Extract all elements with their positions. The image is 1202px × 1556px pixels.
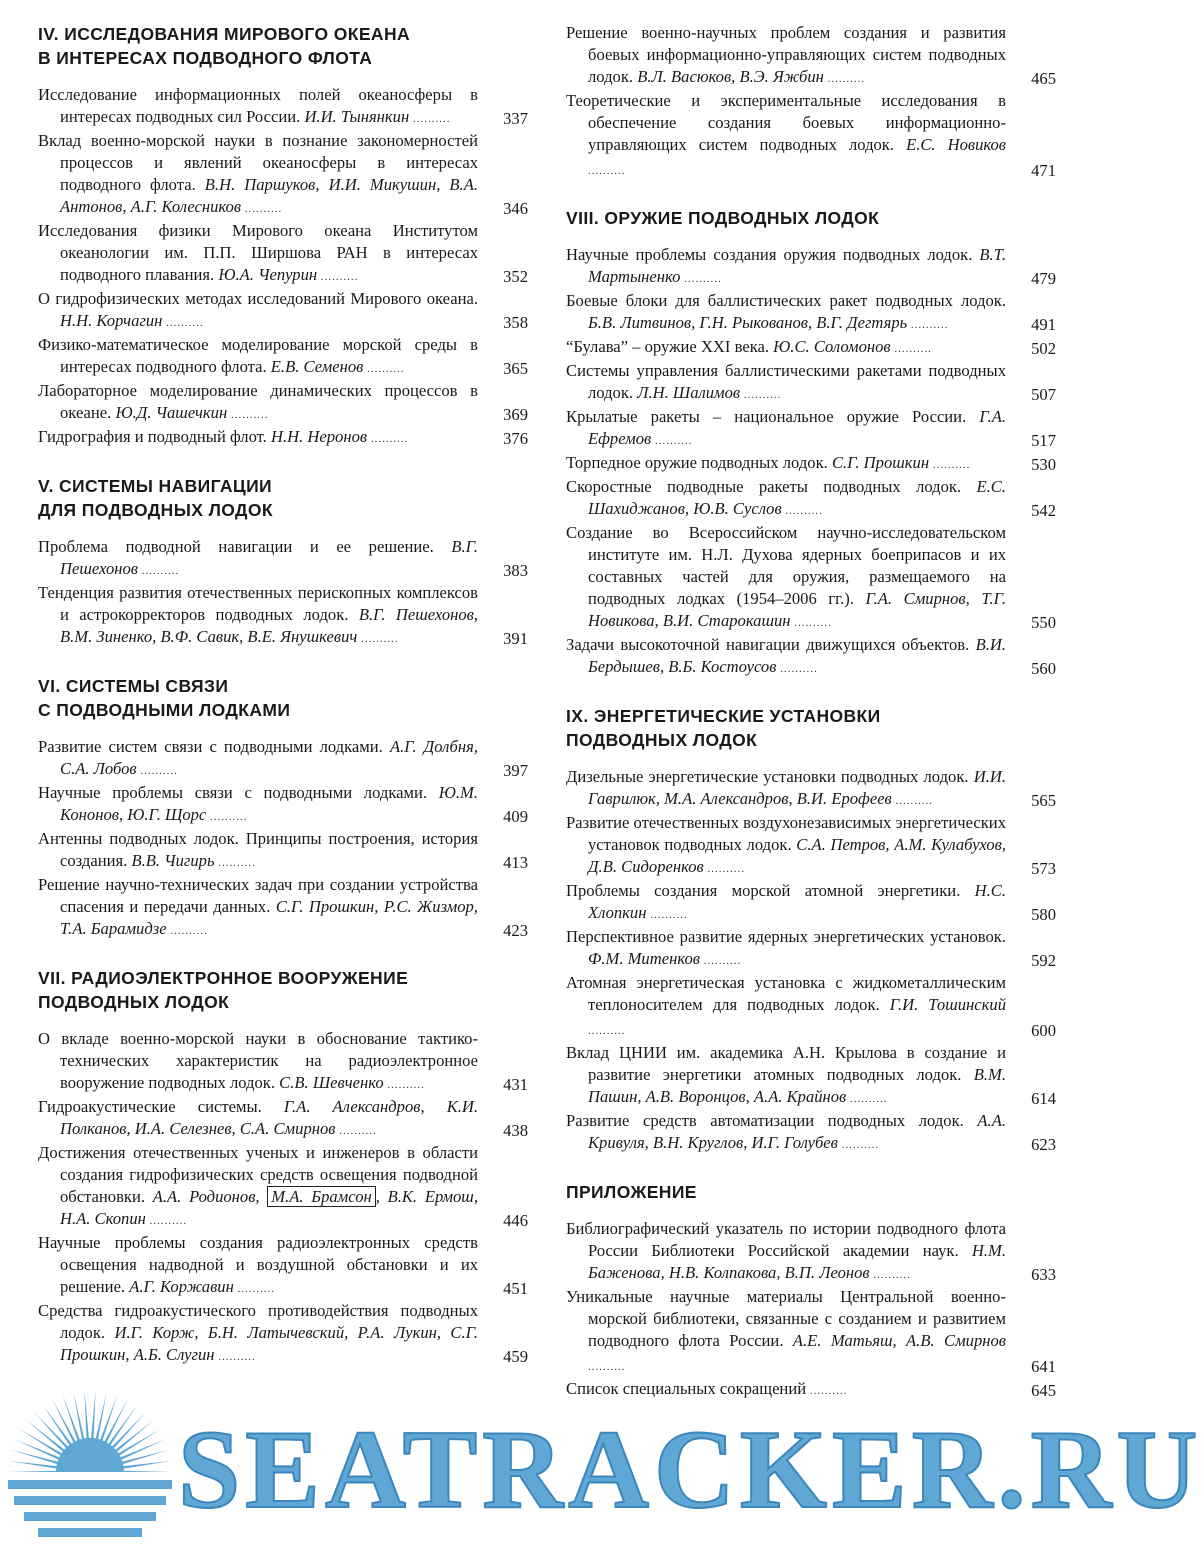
- entry-authors: В.М. Пашин, А.В. Воронцов, А.А. Крайнов: [588, 1065, 1006, 1106]
- entry-page-number: 383: [503, 561, 528, 580]
- entry-title: “Булава” – оружие XXI века.: [566, 337, 770, 356]
- entry-title: Научные проблемы связи с подводными лодками.: [38, 783, 428, 802]
- section-heading: [38, 474, 528, 522]
- entry-title: Дизельные энергетические установки подводных лодок.: [566, 767, 969, 786]
- entry-title: Исследование информационных полей океаносферы в интересах подводных сил России.: [38, 85, 478, 126]
- toc-entry[interactable]: [566, 22, 1056, 90]
- entry-authors: В.Т. Мартыненко: [588, 245, 1006, 286]
- toc-section: [38, 474, 528, 650]
- entry-page-number: 592: [1031, 951, 1056, 970]
- entry-title: Развитие средств автоматизации подводных лодок.: [566, 1111, 964, 1130]
- entry-page-number: 614: [1031, 1089, 1056, 1108]
- entry-leader-dots: ..........: [145, 1215, 188, 1227]
- entry-page-number: 580: [1031, 905, 1056, 924]
- entry-page-number: 397: [503, 761, 528, 780]
- toc-entry[interactable]: [566, 880, 1056, 926]
- entry-title: Решение научно-технических задач при создании устройства спасения и передачи данных.: [38, 875, 478, 916]
- section-heading-line: V. СИСТЕМЫ НАВИГАЦИИ: [38, 476, 273, 496]
- entry-page-number: 459: [503, 1347, 528, 1366]
- entry-leader-dots: ..........: [703, 863, 745, 875]
- entry-page-number: 369: [503, 405, 528, 424]
- section-heading-line: ПОДВОДНЫХ ЛОДОК: [566, 730, 758, 750]
- entry-page-number: 346: [503, 199, 528, 218]
- entry-page-number: 358: [503, 313, 528, 332]
- toc-entry[interactable]: [38, 1142, 528, 1232]
- toc-entry[interactable]: [38, 288, 528, 334]
- toc-entry[interactable]: [566, 1110, 1056, 1156]
- toc-entry[interactable]: [566, 634, 1056, 680]
- toc-entry[interactable]: [38, 874, 528, 942]
- entry-title: Скоростные подводные ракеты подводных лодок.: [566, 477, 962, 496]
- entry-page-number: 641: [1031, 1357, 1056, 1376]
- entry-authors: С.Г. Прошкин, Р.С. Жизмор, Т.А. Барамидзе: [60, 897, 478, 938]
- entry-authors: С.Г. Прошкин: [831, 453, 930, 472]
- toc-entry[interactable]: [566, 476, 1056, 522]
- entry-authors: Н.Н. Неронов: [270, 427, 368, 446]
- toc-entry[interactable]: [38, 380, 528, 426]
- entry-page-number: 542: [1031, 501, 1056, 520]
- entry-page-number: 550: [1031, 613, 1056, 632]
- entry-leader-dots: ..........: [357, 633, 399, 645]
- entry-title: Крылатые ракеты – национальное оружие России.: [566, 407, 967, 426]
- entry-title: Боевые блоки для баллистических ракет подводных лодок.: [566, 291, 1006, 310]
- entry-authors: Л.Н. Шалимов: [637, 383, 741, 402]
- toc-entry[interactable]: [38, 1096, 528, 1142]
- entry-title: Гидроакустические системы.: [38, 1097, 262, 1116]
- entry-leader-dots: ..........: [317, 271, 359, 283]
- entry-title: Проблема подводной навигации и ее решение.: [38, 537, 434, 556]
- entry-leader-dots: ..........: [680, 273, 722, 285]
- entry-authors: В.Г. Пешехонов: [60, 537, 478, 578]
- entry-page-number: 517: [1031, 431, 1056, 450]
- entry-title: Средства гидроакустического противодействия подводных лодок.: [38, 1301, 478, 1342]
- toc-section: [38, 966, 528, 1368]
- entry-title: Тенденция развития отечественных перископных комплексов и астрокорректоров подводных лодок.: [38, 583, 478, 624]
- entry-leader-dots: ..........: [929, 459, 971, 471]
- entry-authors: В.В. Чигирь: [131, 851, 215, 870]
- section-heading-line: ДЛЯ ПОДВОДНЫХ ЛОДОК: [38, 500, 273, 520]
- entry-leader-dots: ..........: [646, 909, 688, 921]
- toc-entry[interactable]: [38, 426, 528, 450]
- entry-authors: А.Е. Матьяш, А.В. Смирнов: [792, 1331, 1006, 1350]
- entry-leader-dots: ..........: [166, 925, 208, 937]
- toc-section: [38, 674, 528, 942]
- entry-leader-dots: ..........: [907, 319, 949, 331]
- entry-leader-dots: ..........: [233, 1283, 276, 1295]
- toc-entry[interactable]: [566, 336, 1056, 360]
- entry-page-number: 530: [1031, 455, 1056, 474]
- entry-leader-dots: ..........: [136, 765, 178, 777]
- entry-authors: Г.А. Смирнов, Т.Г. Новикова, В.И. Старокашин: [588, 589, 1006, 630]
- section-heading: [566, 206, 1056, 230]
- toc-entry[interactable]: [38, 84, 528, 130]
- entry-title: О гидрофизических методах исследований Мирового океана.: [38, 289, 478, 308]
- toc-entry[interactable]: [38, 1300, 528, 1368]
- section-heading: [566, 704, 1056, 752]
- entry-page-number: 365: [503, 359, 528, 378]
- entry-title: Развитие систем связи с подводными лодками.: [38, 737, 383, 756]
- toc-entry[interactable]: [566, 1218, 1056, 1286]
- toc-section: [566, 1180, 1056, 1402]
- toc-section: [566, 206, 1056, 680]
- entry-title: Задачи высокоточной навигации движущихся объектов.: [566, 635, 970, 654]
- toc-entry[interactable]: [38, 1028, 528, 1096]
- entry-title: Теоретические и экспериментальные исследования в обеспечение создания боевых информационно-управляющих систем подводных лодок.: [566, 91, 1006, 154]
- entry-leader-dots: ..........: [823, 73, 866, 85]
- toc-entry[interactable]: [566, 972, 1056, 1042]
- entry-page-number: 451: [503, 1279, 528, 1298]
- entry-leader-dots: ..........: [214, 1351, 256, 1363]
- section-heading: [38, 966, 528, 1014]
- entry-page-number: 376: [503, 429, 528, 448]
- entry-leader-dots: ..........: [138, 565, 180, 577]
- entry-authors: Ю.Д. Чашечкин: [115, 403, 228, 422]
- entry-page-number: 423: [503, 921, 528, 940]
- toc-entry[interactable]: [566, 926, 1056, 972]
- entry-leader-dots: ..........: [790, 617, 832, 629]
- entry-title: Торпедное оружие подводных лодок.: [566, 453, 828, 472]
- entry-authors: В.Н. Паршуков, И.И. Микушин, В.А. Антонов, А.Г. Колесников: [60, 175, 478, 216]
- entry-authors: Ю.М. Кононов, Ю.Г. Щорс: [60, 783, 478, 824]
- entry-page-number: 471: [1031, 161, 1056, 180]
- entry-authors: С.А. Петров, А.М. Кулабухов, Д.В. Сидоренков: [588, 835, 1006, 876]
- entry-title: Вклад ЦНИИ им. академика А.Н. Крылова в создание и развитие энергетики атомных подводных лодок.: [566, 1043, 1006, 1084]
- entry-page-number: 573: [1031, 859, 1056, 878]
- seatracker-logo-text: SEATRACKER.RU: [178, 1408, 1202, 1532]
- entry-page-number: 502: [1031, 339, 1056, 358]
- entry-title: Решение военно-научных проблем создания и развития боевых информационно-управляющих систем подводных лодок.: [566, 23, 1006, 86]
- entry-leader-dots: ..........: [588, 1361, 626, 1373]
- entry-page-number: 491: [1031, 315, 1056, 334]
- toc-entry[interactable]: [566, 522, 1056, 634]
- entry-leader-dots: ..........: [214, 857, 256, 869]
- entry-page-number: 507: [1031, 385, 1056, 404]
- toc-section: [566, 704, 1056, 1156]
- toc-entry[interactable]: [566, 360, 1056, 406]
- entry-page-number: 465: [1031, 69, 1056, 88]
- toc-entry[interactable]: [566, 812, 1056, 880]
- entry-authors: Н.С. Хлопкин: [588, 881, 1006, 922]
- entry-authors-boxed: М.А. Брамсон: [267, 1186, 375, 1207]
- section-heading: [38, 674, 528, 722]
- entry-authors: С.В. Шевченко: [279, 1073, 384, 1092]
- toc-left-column: [38, 22, 528, 1392]
- entry-authors: Г.А. Александров, К.И. Полканов, И.А. Селезнев, С.А. Смирнов: [60, 1097, 478, 1138]
- toc-entry[interactable]: [38, 782, 528, 828]
- entry-title: Научные проблемы создания оружия подводных лодок.: [566, 245, 973, 264]
- section-heading-line: В ИНТЕРЕСАХ ПОДВОДНОГО ФЛОТА: [38, 48, 373, 68]
- entry-title: Научные проблемы создания радиоэлектронных средств освещения надводной и воздушной обстановки и их решение.: [38, 1233, 478, 1296]
- section-heading: [38, 22, 528, 70]
- section-heading-line: IX. ЭНЕРГЕТИЧЕСКИЕ УСТАНОВКИ: [566, 706, 881, 726]
- entry-page-number: 413: [503, 853, 528, 872]
- entry-authors: А.Г. Долбня, С.А. Лобов: [60, 737, 478, 778]
- entry-title: Гидрография и подводный флот.: [38, 427, 267, 446]
- entry-title: Список специальных сокращений: [566, 1379, 807, 1398]
- entry-authors: В.Л. Васюков, В.Э. Яжбин: [637, 67, 824, 86]
- entry-leader-dots: ..........: [891, 795, 934, 807]
- entry-leader-dots: ..........: [776, 663, 818, 675]
- toc-entry[interactable]: [566, 90, 1056, 182]
- section-heading-line: ПРИЛОЖЕНИЕ: [566, 1182, 697, 1202]
- section-heading: [566, 1180, 1056, 1204]
- toc-entry[interactable]: [38, 334, 528, 380]
- entry-page-number: 633: [1031, 1265, 1056, 1284]
- entry-page-number: 446: [503, 1211, 528, 1230]
- entry-leader-dots: ..........: [699, 955, 742, 967]
- entry-authors: Г.И. Тошинский: [889, 995, 1006, 1014]
- toc-entry[interactable]: [566, 452, 1056, 476]
- entry-title: Антенны подводных лодок. Принципы построения, история создания.: [38, 829, 478, 870]
- entry-title: Исследования физики Мирового океана Институтом океанологии им. П.П. Ширшова РАН в интересах подводного плавания.: [38, 221, 478, 284]
- entry-authors: А.Г. Коржавин: [129, 1277, 234, 1296]
- entry-authors: В.Г. Пешехонов, В.М. Зиненко, В.Ф. Савик, В.Е. Янушкевич: [60, 605, 478, 646]
- entry-leader-dots: ..........: [651, 435, 693, 447]
- entry-leader-dots: ..........: [890, 343, 932, 355]
- entry-leader-dots: ..........: [227, 409, 269, 421]
- entry-authors: Н.М. Баженова, Н.В. Колпакова, В.П. Леонов: [588, 1241, 1006, 1282]
- section-heading-line: VIII. ОРУЖИЕ ПОДВОДНЫХ ЛОДОК: [566, 208, 880, 228]
- entry-page-number: 352: [503, 267, 528, 286]
- toc-section: [38, 22, 528, 450]
- entry-leader-dots: ..........: [806, 1385, 848, 1397]
- entry-authors-cont: , В.К. Ермош, Н.А. Скопин: [60, 1187, 478, 1228]
- toc-entry[interactable]: [38, 130, 528, 220]
- toc-entry[interactable]: [566, 244, 1056, 290]
- entry-leader-dots: ..........: [162, 317, 204, 329]
- toc-entry[interactable]: [566, 290, 1056, 336]
- entry-leader-dots: ..........: [367, 433, 409, 445]
- section-heading-line: VI. СИСТЕМЫ СВЯЗИ: [38, 676, 229, 696]
- entry-title: Достижения отечественных ученых и инженеров в области создания гидрофизических средств освещения подводной обстановки.: [38, 1143, 478, 1206]
- entry-authors: В.И. Бердышев, В.Б. Костоусов: [588, 635, 1006, 676]
- entry-authors: Ю.А. Чепурин: [218, 265, 318, 284]
- toc-entry[interactable]: [38, 582, 528, 650]
- entry-leader-dots: ..........: [588, 1025, 626, 1037]
- entry-leader-dots: ..........: [335, 1125, 377, 1137]
- entry-page-number: 431: [503, 1075, 528, 1094]
- entry-authors: Н.Н. Корчагин: [60, 311, 163, 330]
- toc-entry[interactable]: [38, 220, 528, 288]
- entry-page-number: 565: [1031, 791, 1056, 810]
- entry-leader-dots: ..........: [363, 363, 405, 375]
- entry-page-number: 645: [1031, 1381, 1056, 1400]
- toc-entry[interactable]: [38, 1232, 528, 1300]
- toc-entry[interactable]: [566, 406, 1056, 452]
- entry-title: Уникальные научные материалы Центральной военно-морской библиотеки, связанные с созданием и развитием подводного флота России.: [566, 1287, 1006, 1350]
- entry-title: Вклад военно-морской науки в познание закономерностей процессов и явлений океаносферы в интересах подводного флота.: [38, 131, 478, 194]
- entry-authors: Г.А. Ефремов: [588, 407, 1006, 448]
- toc-entry[interactable]: [38, 536, 528, 582]
- section-heading-line: IV. ИССЛЕДОВАНИЯ МИРОВОГО ОКЕАНА: [38, 24, 411, 44]
- entry-page-number: 600: [1031, 1021, 1056, 1040]
- entry-authors: Е.С. Новиков: [906, 135, 1006, 154]
- toc-entry[interactable]: [38, 736, 528, 782]
- entry-page-number: 479: [1031, 269, 1056, 288]
- entry-authors: И.И. Гаврилюк, М.А. Александров, В.И. Ерофеев: [588, 767, 1007, 808]
- entry-page-number: 560: [1031, 659, 1056, 678]
- entry-leader-dots: ..........: [740, 389, 782, 401]
- entry-authors: Б.В. Литвинов, Г.Н. Рыкованов, В.Г. Дегтярь: [588, 313, 908, 332]
- toc-entry[interactable]: [38, 828, 528, 874]
- entry-leader-dots: ..........: [781, 505, 823, 517]
- entry-title: Создание во Всероссийском научно-исследовательском институте им. Н.Л. Духова ядерных боеприпасов и их составных частей для оружия, размещаемого на подводных лодках (1954–2006 гг.).: [566, 523, 1006, 608]
- entry-title: Атомная энергетическая установка с жидкометаллическим теплоносителем для подводных лодок.: [566, 973, 1006, 1014]
- toc-entry[interactable]: [566, 766, 1056, 812]
- entry-page-number: 438: [503, 1121, 528, 1140]
- entry-title: Физико-математическое моделирование морской среды в интересах подводного флота.: [38, 335, 478, 376]
- entry-title: Проблемы создания морской атомной энергетики.: [566, 881, 961, 900]
- entry-leader-dots: ..........: [383, 1079, 425, 1091]
- entry-leader-dots: ..........: [869, 1269, 911, 1281]
- entry-leader-dots: ..........: [206, 811, 248, 823]
- entry-leader-dots: ..........: [837, 1139, 880, 1151]
- entry-leader-dots: ..........: [241, 203, 283, 215]
- entry-title: Перспективное развитие ядерных энергетических установок.: [566, 927, 1006, 946]
- entry-page-number: 409: [503, 807, 528, 826]
- entry-authors: А.А. Родионов,: [152, 1187, 260, 1206]
- entry-leader-dots: ..........: [409, 113, 451, 125]
- toc-entry[interactable]: [566, 1042, 1056, 1110]
- entry-authors: А.А. Кривуля, В.Н. Круглов, И.Г. Голубев: [588, 1111, 1006, 1152]
- entry-title: Системы управления баллистическими ракетами подводных лодок.: [566, 361, 1006, 402]
- toc-entry[interactable]: [566, 1286, 1056, 1378]
- section-heading-line: VII. РАДИОЭЛЕКТРОННОЕ ВООРУЖЕНИЕ: [38, 968, 409, 988]
- entry-authors: Е.В. Семенов: [270, 357, 364, 376]
- section-heading-line: С ПОДВОДНЫМИ ЛОДКАМИ: [38, 700, 291, 720]
- entry-page-number: 623: [1031, 1135, 1056, 1154]
- entry-authors: Е.С. Шахиджанов, Ю.В. Суслов: [588, 477, 1006, 518]
- entry-authors: И.И. Тынянкин: [304, 107, 410, 126]
- entry-title: О вкладе военно-морской науки в обоснование тактико-технических характеристик на радиоэлектронное вооружение подводных лодок.: [38, 1029, 478, 1092]
- entry-title: Развитие отечественных воздухонезависимых энергетических установок подводных лодок.: [566, 813, 1006, 854]
- section-heading-line: ПОДВОДНЫХ ЛОДОК: [38, 992, 230, 1012]
- entry-title: Библиографический указатель по истории подводного флота России Библиотеки Российской академии наук.: [566, 1219, 1006, 1260]
- entry-authors: Ю.С. Соломонов: [773, 337, 891, 356]
- entry-authors: И.Г. Корж, Б.Н. Латычевский, Р.А. Лукин, С.Г. Прошкин, А.Б. Слугин: [60, 1323, 478, 1364]
- entry-title: Лабораторное моделирование динамических процессов в океане.: [38, 381, 478, 422]
- entry-leader-dots: ..........: [588, 165, 626, 177]
- entry-page-number: 337: [503, 109, 528, 128]
- entry-authors: Ф.М. Митенков: [588, 949, 700, 968]
- toc-section: [566, 22, 1056, 182]
- entry-page-number: 391: [503, 629, 528, 648]
- entry-leader-dots: ..........: [846, 1093, 888, 1105]
- toc-right-column: [566, 22, 1056, 1426]
